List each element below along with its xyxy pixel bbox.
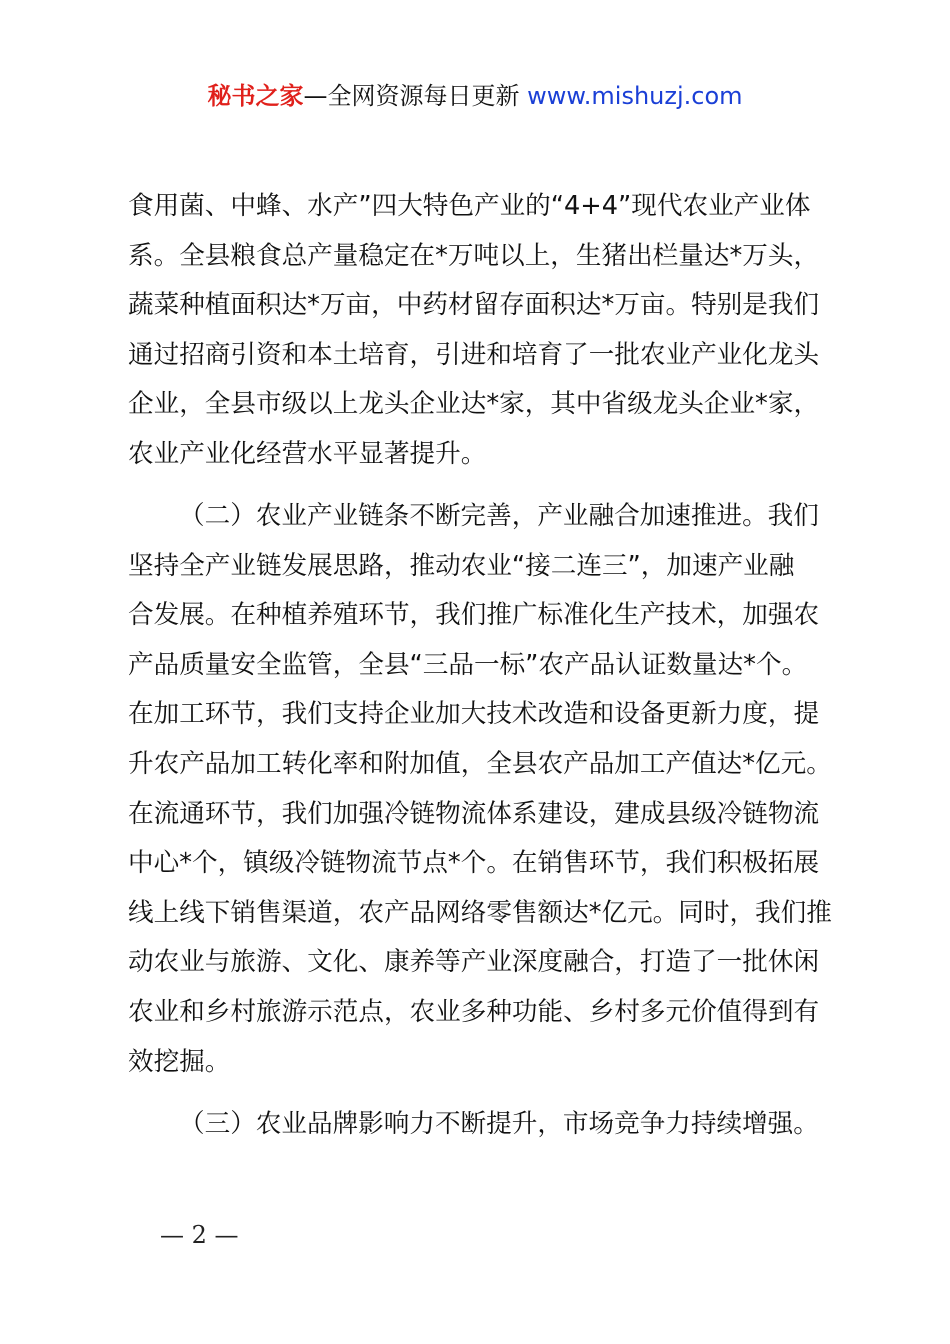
text-line: 合发展。在种植养殖环节，我们推广标准化生产技术，加强农 [128, 600, 820, 631]
text-line: 食用菌、中蜂、水产”四大特色产业的“4+4”现代农业产业体 [128, 191, 811, 221]
paragraph-continued [128, 182, 836, 480]
text-line: 中心*个，镇级冷链物流节点*个。在销售环节，我们积极拓展 [128, 848, 820, 879]
text-line: 系。全县粮食总产量稳定在*万吨以上，生猪出栏量达*万头， [128, 240, 820, 271]
section-heading-line: （三）农业品牌影响力不断提升，市场竞争力持续增强。 [179, 1108, 819, 1139]
site-url-link[interactable]: www.mishuzj.com [527, 82, 743, 110]
text-line: 企业，全县市级以上龙头企业达*家，其中省级龙头企业*家， [128, 389, 820, 420]
paragraph-section-three [128, 1100, 836, 1150]
text-line: 效挖掘。 [128, 1046, 231, 1077]
site-header [0, 78, 950, 114]
text-line: 蔬菜种植面积达*万亩，中药材留存面积达*万亩。特别是我们 [128, 290, 820, 321]
page-number: — 2 — [160, 1221, 239, 1249]
document-body [128, 182, 836, 1149]
text-line: 农业和乡村旅游示范点，农业多种功能、乡村多元价值得到有 [128, 997, 820, 1027]
text-line: 坚持全产业链发展思路，推动农业“接二连三”，加速产业融 [128, 550, 795, 581]
text-line: 升农产品加工转化率和附加值，全县农产品加工产值达*亿元。 [128, 749, 832, 780]
text-line: 线上线下销售渠道，农产品网络零售额达*亿元。同时，我们推 [128, 897, 832, 928]
text-line: 通过招商引资和本土培育，引进和培育了一批农业产业化龙头 [128, 339, 820, 370]
section-heading-line: （二）农业产业链条不断完善，产业融合加速推进。我们 [179, 501, 819, 532]
text-line: 动农业与旅游、文化、康养等产业深度融合，打造了一批休闲 [128, 947, 820, 978]
text-line: 产品质量安全监管，全县“三品一标”农产品认证数量达*个。 [128, 649, 808, 680]
site-brand: 秘书之家 [207, 82, 304, 110]
text-line: 农业产业化经营水平显著提升。 [128, 438, 487, 469]
paragraph-section-two [128, 492, 836, 1087]
text-line: 在加工环节，我们支持企业加大技术改造和设备更新力度，提 [128, 699, 820, 730]
text-line: 在流通环节，我们加强冷链物流体系建设，建成县级冷链物流 [128, 798, 820, 829]
site-tagline: —全网资源每日更新 [303, 82, 520, 110]
